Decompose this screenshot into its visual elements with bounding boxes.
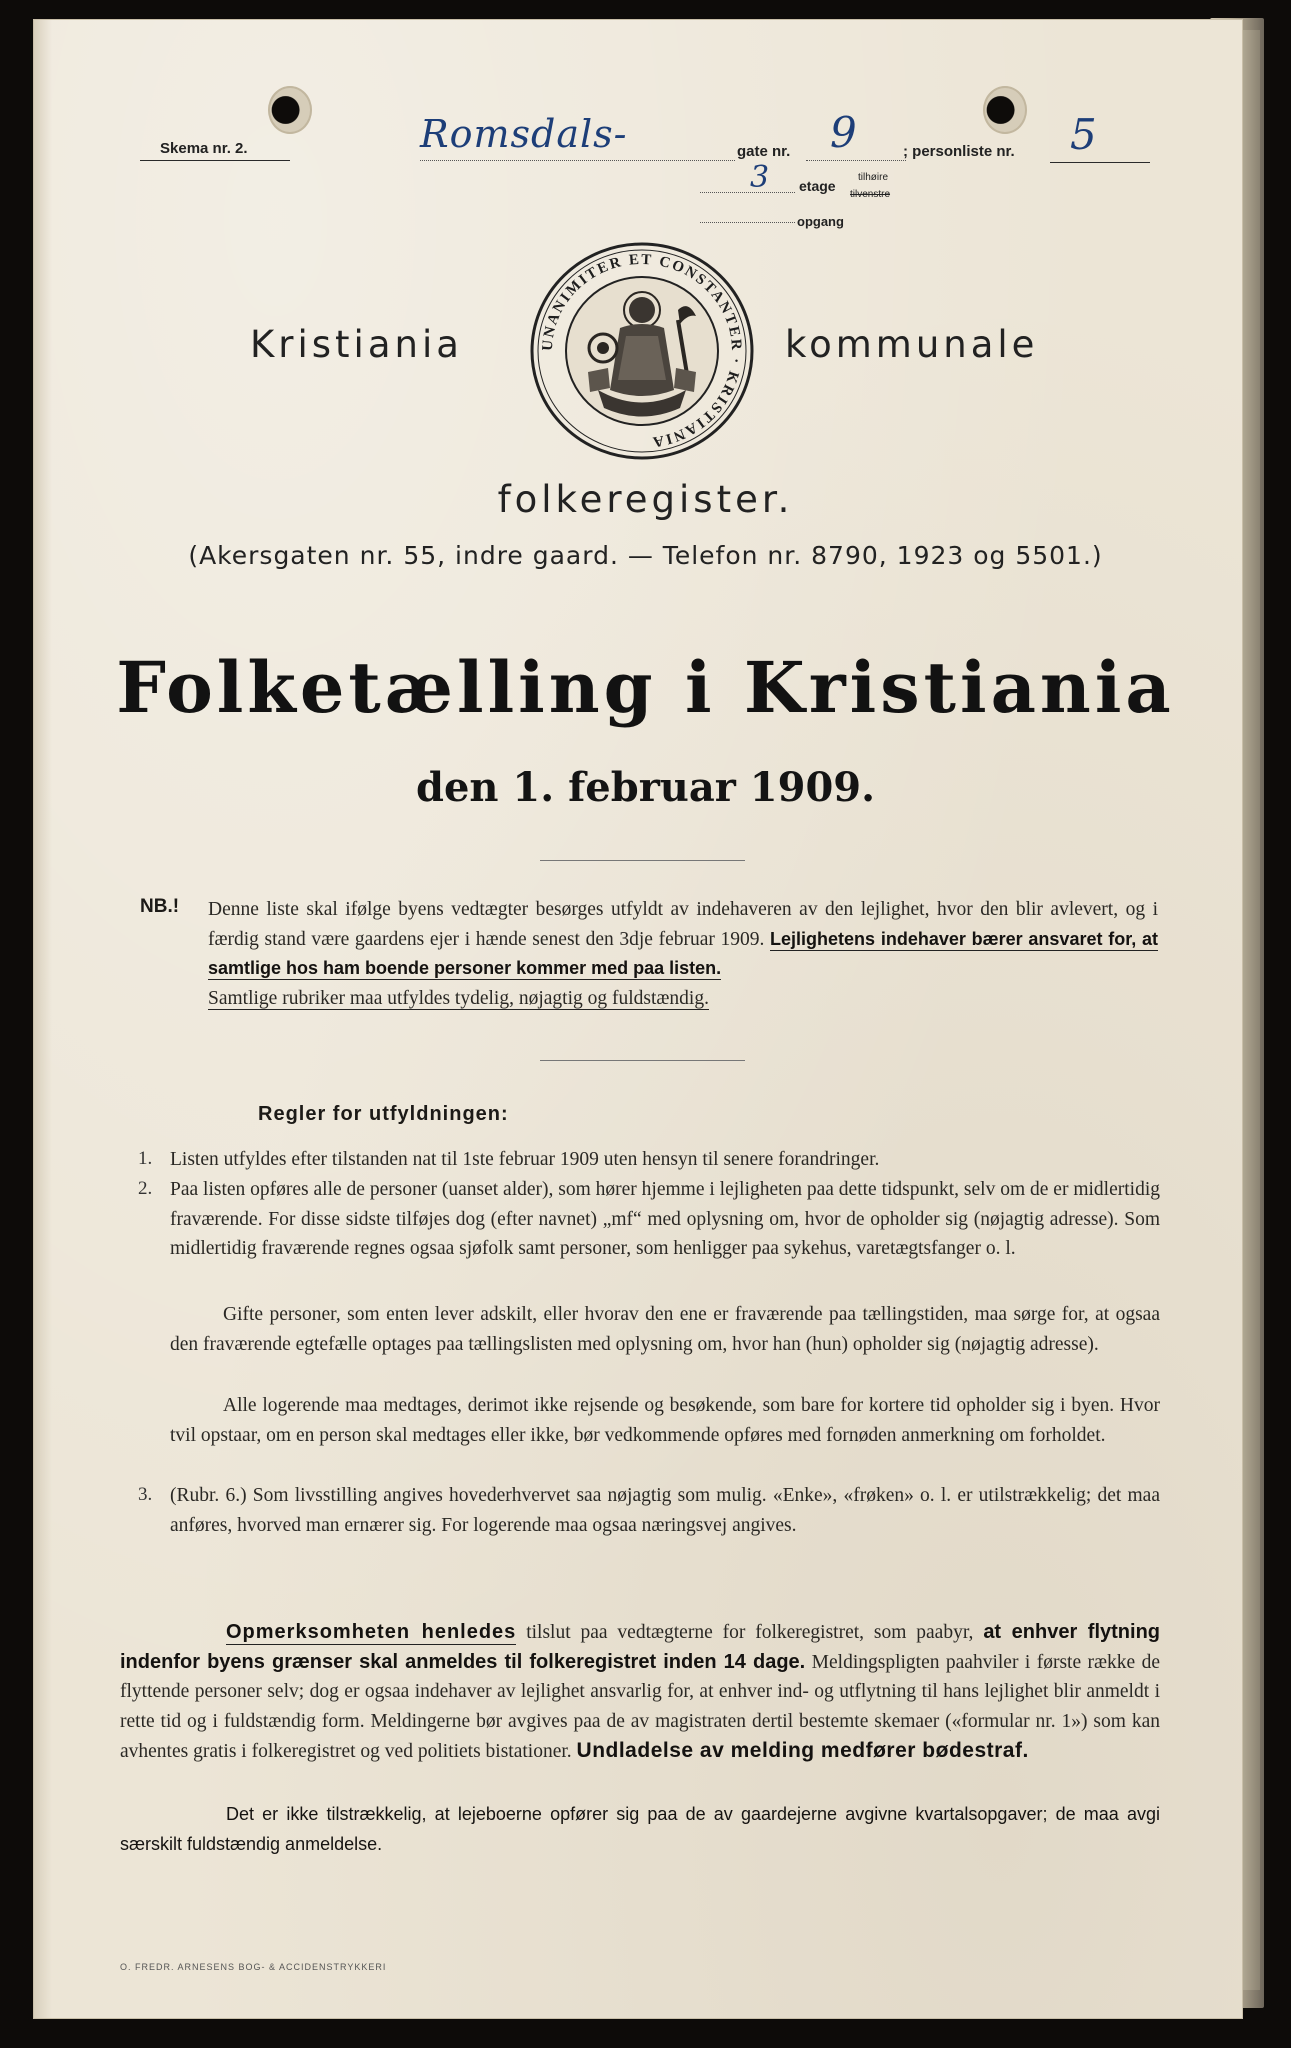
notice-final (120, 1800, 1160, 1859)
rule-1-text: Listen utfyldes efter tilstanden nat til 1ste februar 1909 uten hensyn til senere forandringer. (170, 1149, 880, 1170)
floor-dotted-line (700, 192, 795, 193)
nb-bold-statement: Lejlighetens indehaver bærer ansvaret for, at samtlige hos ham boende personer kommer med paa listen. (208, 928, 1159, 978)
floor-number-handwritten: 3 (750, 160, 770, 195)
nb-last-line: Samtlige rubriker maa utfyldes tydelig, nøjagtig og fuldstændig. (208, 987, 709, 1009)
rule-2c-text: Alle logerende maa medtages, derimot ikke rejsende og besøkende, som bare for kortere tid opholder sig i byen. Hvor tvil opstaar, om en person skal medtages eller ikke, bør vedkommende opføres med fornøden anmerkning om forholdet. (170, 1395, 1160, 1446)
notice-bold-1: at enhver flytning indenfor byens grænser skal anmeldes til folkeregistret inden 14 dage. (120, 1621, 1160, 1673)
gate-number-dotted-line (806, 160, 906, 161)
paper-stack-edge-shadow (1240, 30, 1260, 1990)
floor-label: etage (799, 178, 836, 194)
side-right-label: tilhøire (858, 172, 889, 183)
census-title: Folketælling i Kristiania (116, 646, 1175, 729)
gate-number-handwritten: 9 (830, 108, 857, 157)
street-dotted-line (420, 160, 735, 161)
city-seal-icon (528, 240, 756, 462)
person-list-label: ; personliste nr. (903, 143, 1015, 160)
notice-final-text: Det er ikke tilstrækkelig, at lejeboerne opfører sig paa de av gaardejerne avgivne kvartalsopgaver; de maa avgi særskilt fuldstændig anmeldelse. (120, 1804, 1160, 1854)
rule-3-text: (Rubr. 6.) Som livsstilling angives hovederhvervet saa nøjagtig som mulig. «Enke», «frøken» o. l. er utilstrækkelig; det maa anføres, hvorved man ernærer sig. For logerende maa ogsaa næringsvej angives. (170, 1485, 1160, 1536)
page-binding-edge (34, 20, 52, 2018)
masthead-right-word: kommunale (785, 323, 1039, 366)
nb-text: Denne liste skal ifølge byens vedtægter besørges utfyldt av indehaveren av den lejlighet, hvor den blir avlevert, og i færdig stand være gaardens ejer i hænde senest den 3dje februar 1909. (208, 899, 1158, 950)
census-date: den 1. februar 1909. (415, 764, 876, 811)
person-list-number-handwritten: 5 (1070, 110, 1097, 159)
notice-bold-2: Undladelse av melding medfører bødestraf. (576, 1739, 1029, 1762)
nb-divider (540, 1060, 745, 1061)
rules-heading: Regler for utfyldningen: (258, 1103, 509, 1125)
registry-title: folkeregister. (497, 478, 794, 521)
nb-label: NB.! (140, 896, 180, 917)
street-name-handwritten: Romsdals- (420, 112, 628, 156)
gate-label: gate nr. (737, 143, 791, 160)
notice-text-1: tilslut paa vedtægterne for folkeregistret, som paabyr, (526, 1622, 974, 1643)
punch-hole-right (983, 86, 1027, 134)
schema-underline (140, 160, 290, 161)
notice-text-2: Meldingspligten paahviler i første række de flyttende personer selv; dog er ogsaa indehaver av lejlighet ansvarlig for, at enhver ind- og utflytning til hans lejlighet blir anmeldt i rette tid og i fuldstændig form. Meldingerne bør avgives paa de av magistraten dertil bestemte skemaer («formular nr. 1») som kan avhentes gratis i folkeregistret og ved politiets bistationer. (120, 1651, 1161, 1762)
registry-address: (Akersgaten nr. 55, indre gaard. — Telefon nr. 8790, 1923 og 5501.) (188, 541, 1103, 570)
masthead-left-word: Kristiania (250, 323, 463, 366)
rule-3-number: 3. (138, 1484, 153, 1505)
rule-2-number: 2. (138, 1178, 153, 1199)
seal-text: UNANIMITER ET CONSTANTER · KRISTIANIA (539, 251, 745, 450)
punch-hole-left (268, 86, 312, 134)
notice-lead: Opmerksomheten henledes (226, 1621, 517, 1643)
side-left-label: tilvenstre (850, 189, 891, 200)
rule-1-number: 1. (138, 1148, 153, 1169)
schema-label: Skema nr. 2. (160, 140, 248, 157)
rule-2-text: Paa listen opføres alle de personer (uanset alder), som hører hjemme i lejligheten paa dette tidspunkt, selv om de er midlertidig fraværende. For disse sidste tilføjes dog (efter navnet) „mf“ med oplysning om, hvor de opholder sig (nøjagtig adresse). Som midlertidig fraværende regnes ogsaa sjøfolk samt personer, som henligger paa sykehus, varetægtsfanger o. l. (170, 1179, 1160, 1259)
rule-2b-text: Gifte personer, som enten lever adskilt, eller hvorav den ene er fraværende paa tællingstiden, maa sørge for, at ogsaa den fraværende egtefælle optages paa tællingslisten med oplysning om, hvor han (hun) opholder sig (nøjagtig adresse). (170, 1304, 1160, 1355)
person-list-underline (1050, 162, 1150, 163)
entrance-label: opgang (797, 214, 844, 229)
entrance-dotted-line (700, 222, 795, 223)
nb-paragraph (208, 895, 1158, 1013)
notice-paragraph (120, 1618, 1160, 1767)
title-divider (540, 860, 745, 861)
printer-imprint: O. FREDR. ARNESENS BOG- & ACCIDENSTRYKKERI (120, 1962, 387, 1972)
